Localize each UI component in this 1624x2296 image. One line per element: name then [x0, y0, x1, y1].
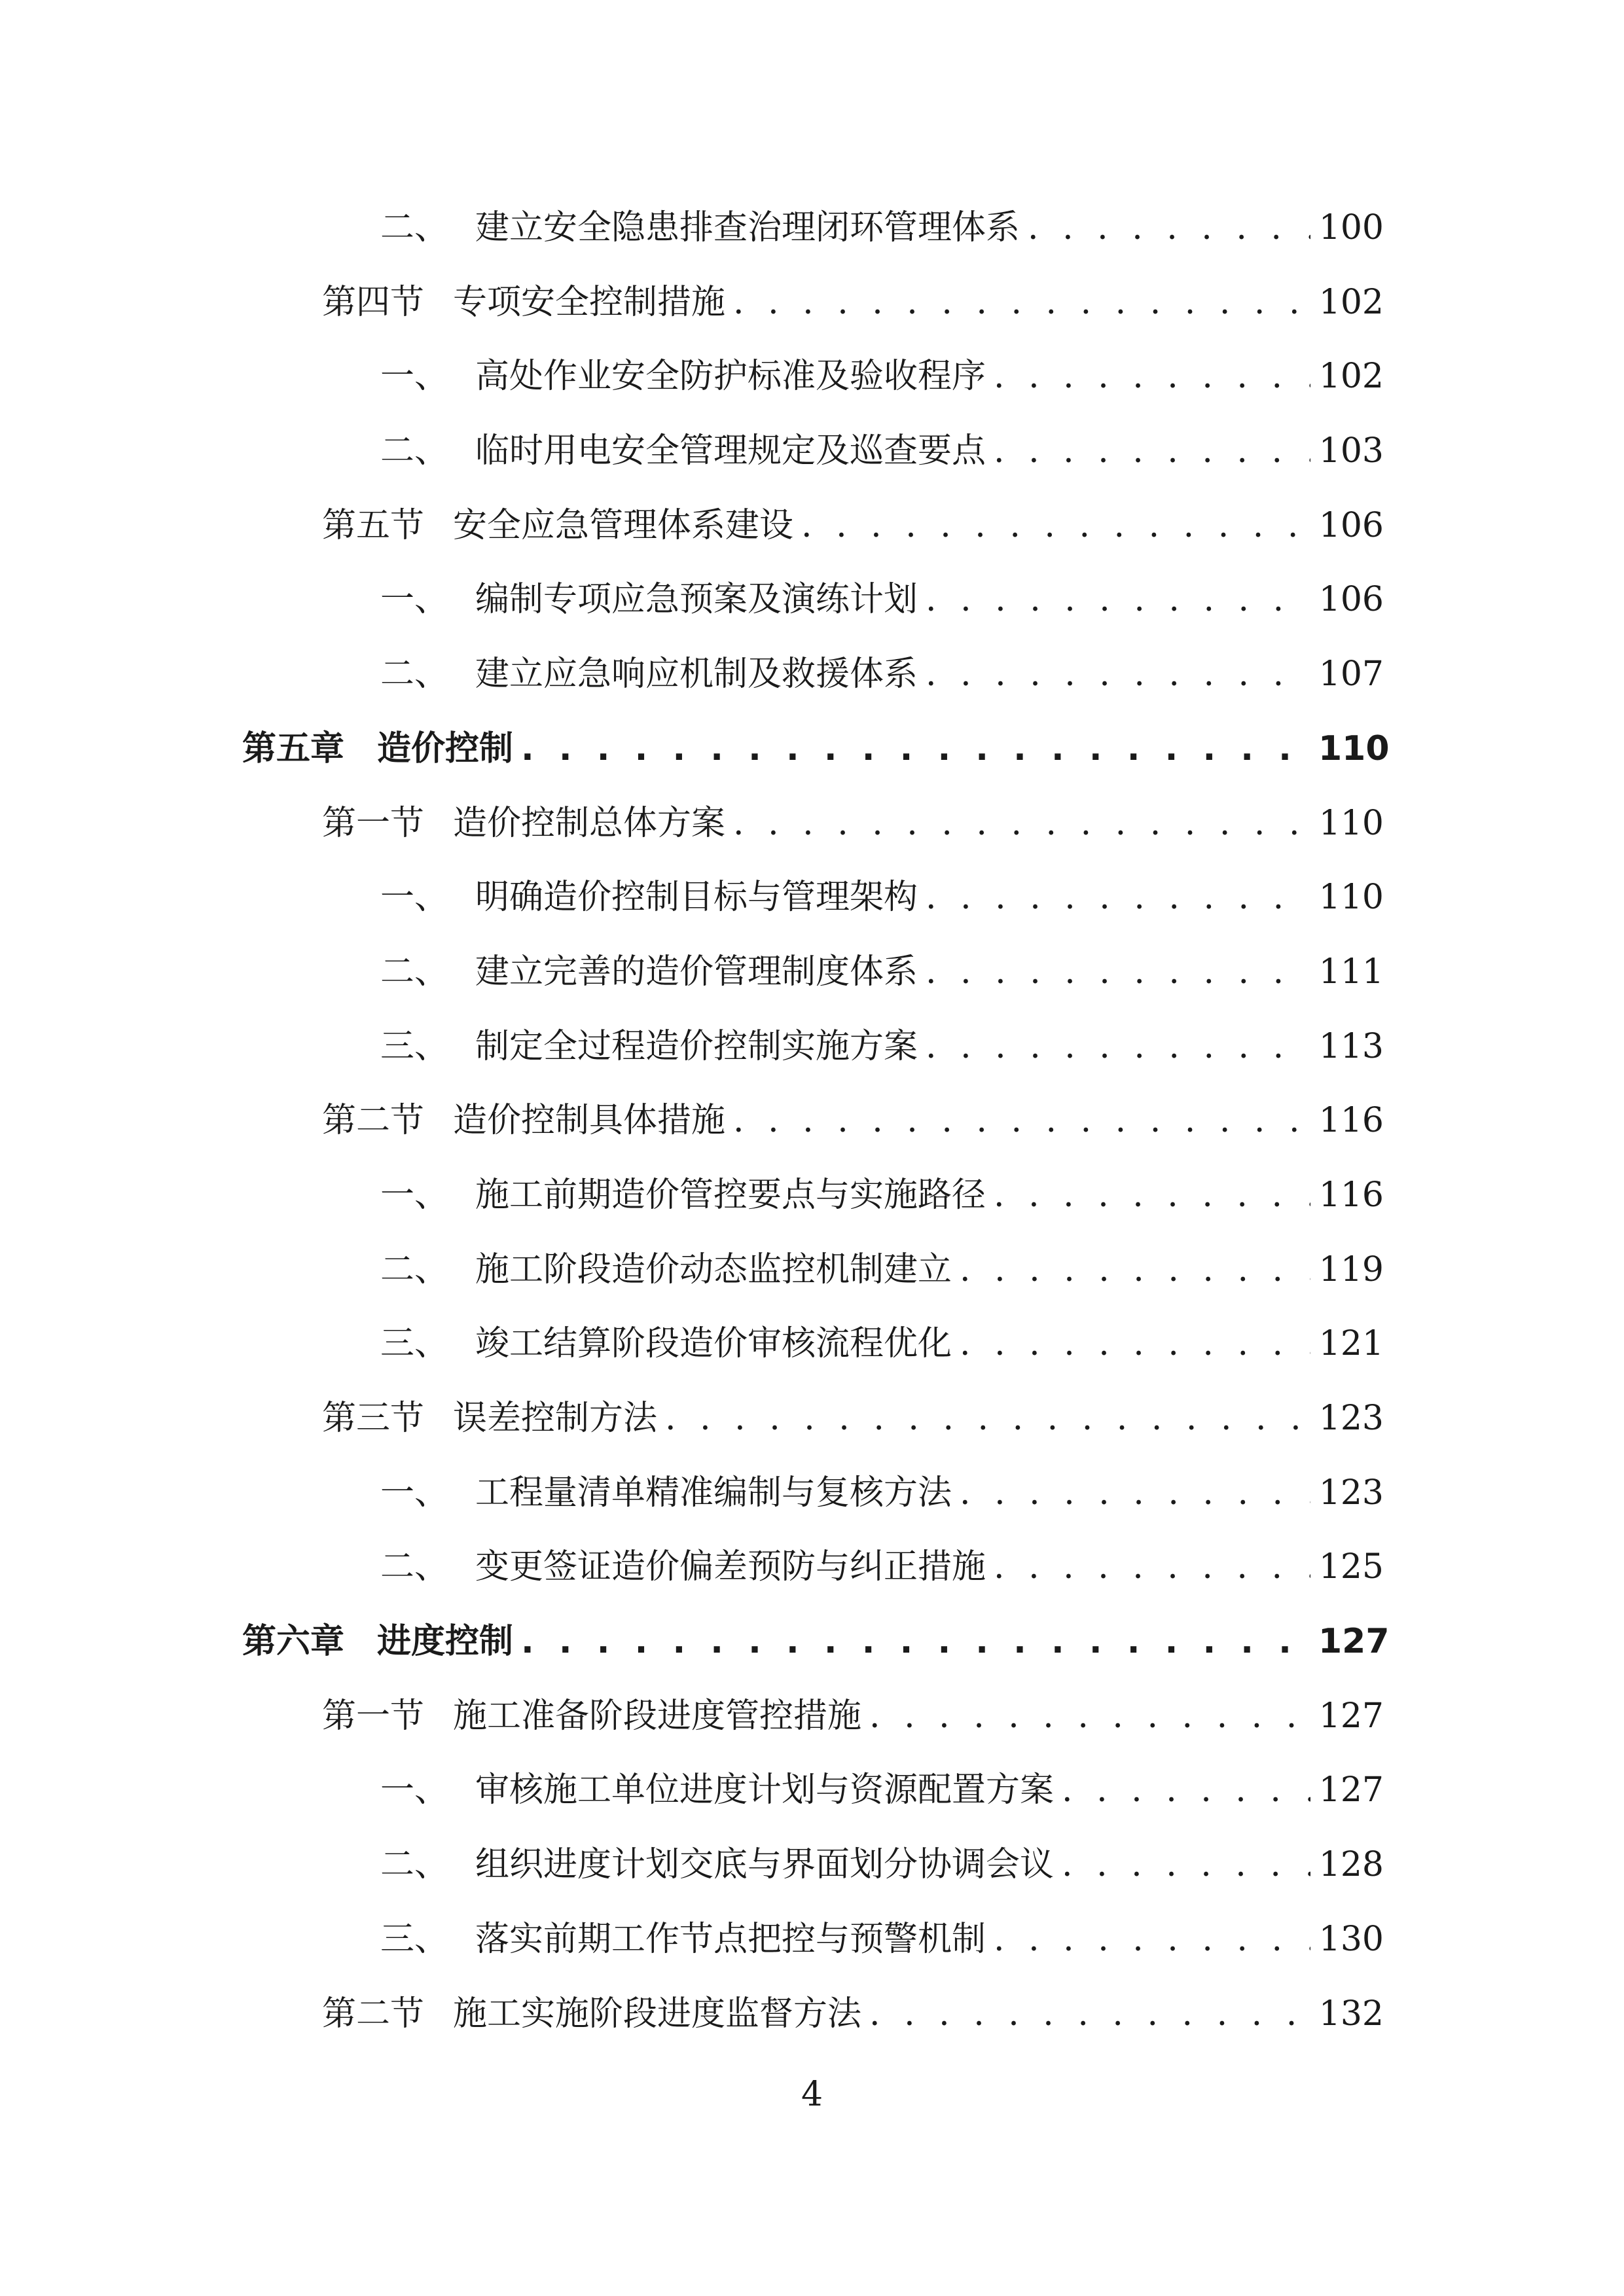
toc-entry-title: 建立应急响应机制及救援体系: [475, 655, 918, 694]
toc-entry-title: 施工前期造价管控要点与实施路径: [475, 1175, 986, 1215]
toc-entry-title: 组织进度计划交底与界面划分协调会议: [475, 1845, 1055, 1885]
toc-entry[interactable]: [242, 935, 1384, 1010]
toc-entry-title: 误差控制方法: [453, 1399, 658, 1438]
toc-entry-page: 111: [1318, 952, 1384, 992]
toc-entry[interactable]: [242, 637, 1384, 712]
toc-dot-leader: [926, 861, 1310, 935]
toc-dot-leader: [733, 266, 1310, 340]
toc-entry-title: 造价控制具体措施: [453, 1101, 726, 1141]
toc-entry-page: 119: [1318, 1249, 1384, 1289]
toc-entry[interactable]: [242, 340, 1384, 414]
toc-chapter-entry[interactable]: [242, 712, 1390, 787]
toc-entry-number: 第三节: [322, 1399, 425, 1438]
toc-dot-leader: [926, 637, 1310, 712]
toc-entry[interactable]: [242, 563, 1384, 637]
toc-dot-leader: [960, 1307, 1310, 1382]
toc-entry-number: 一、: [380, 580, 449, 620]
toc-entry-title: 建立安全隐患排查治理闭环管理体系: [475, 208, 1020, 247]
toc-dot-leader: [960, 1456, 1310, 1531]
toc-entry-number: 二、: [380, 1845, 449, 1885]
toc-entry-title: 安全应急管理体系建设: [453, 505, 794, 545]
toc-entry-title: 制定全过程造价控制实施方案: [475, 1026, 918, 1066]
toc-entry-page: 100: [1318, 208, 1384, 247]
toc-dot-leader: [733, 1084, 1310, 1158]
toc-entry-number: 一、: [380, 357, 449, 397]
toc-entry-page: 102: [1318, 357, 1384, 397]
toc-entry[interactable]: [242, 191, 1384, 266]
toc-entry-title: 竣工结算阶段造价审核流程优化: [475, 1324, 952, 1364]
toc-entry-title: 进度控制: [377, 1622, 514, 1662]
toc-entry-number: 二、: [380, 1249, 449, 1289]
toc-entry-number: 二、: [380, 431, 449, 471]
toc-entry-title: 工程量清单精准编制与复核方法: [475, 1473, 952, 1513]
toc-entry[interactable]: [242, 1010, 1384, 1085]
toc-entry-number: 三、: [380, 1026, 449, 1066]
toc-entry-page: 103: [1318, 431, 1384, 471]
toc-entry-number: 第二节: [322, 1994, 425, 2034]
toc-entry-number: 第五章: [242, 728, 345, 768]
toc-entry[interactable]: [242, 787, 1384, 861]
table-of-contents: [242, 191, 1390, 2051]
toc-entry-title: 临时用电安全管理规定及巡查要点: [475, 431, 986, 471]
toc-entry-page: 127: [1318, 1622, 1390, 1662]
toc-entry[interactable]: [242, 1233, 1384, 1308]
toc-dot-leader: [994, 340, 1310, 414]
toc-entry-title: 专项安全控制措施: [453, 282, 726, 322]
toc-entry-title: 施工准备阶段进度管控措施: [453, 1696, 862, 1736]
toc-entry-title: 造价控制: [377, 728, 514, 768]
toc-dot-leader: [1028, 191, 1310, 266]
toc-entry-page: 132: [1318, 1994, 1384, 2034]
toc-entry-title: 施工阶段造价动态监控机制建立: [475, 1249, 952, 1289]
toc-entry-number: 一、: [380, 1770, 449, 1810]
toc-dot-leader: [521, 712, 1310, 787]
toc-dot-leader: [801, 489, 1310, 564]
toc-entry[interactable]: [242, 1679, 1384, 1754]
toc-entry-title: 落实前期工作节点把控与预警机制: [475, 1919, 986, 1959]
toc-entry-title: 明确造价控制目标与管理架构: [475, 878, 918, 918]
toc-entry-number: 第四节: [322, 282, 425, 322]
toc-entry-page: 116: [1318, 1101, 1384, 1141]
toc-entry-number: 一、: [380, 878, 449, 918]
toc-entry-page: 127: [1318, 1696, 1384, 1736]
toc-dot-leader: [994, 1158, 1310, 1233]
toc-entry[interactable]: [242, 489, 1384, 564]
toc-entry-title: 建立完善的造价管理制度体系: [475, 952, 918, 992]
toc-entry[interactable]: [242, 1456, 1384, 1531]
toc-dot-leader: [1062, 1753, 1310, 1828]
toc-entry[interactable]: [242, 1307, 1384, 1382]
toc-dot-leader: [869, 1977, 1310, 2052]
toc-entry-page: 121: [1318, 1324, 1384, 1364]
toc-entry-number: 一、: [380, 1175, 449, 1215]
toc-dot-leader: [869, 1679, 1310, 1754]
toc-dot-leader: [521, 1605, 1310, 1679]
toc-entry-page: 123: [1318, 1399, 1384, 1438]
toc-entry-number: 第一节: [322, 803, 425, 843]
toc-entry-number: 二、: [380, 655, 449, 694]
toc-dot-leader: [733, 787, 1310, 861]
toc-entry-page: 113: [1318, 1026, 1384, 1066]
toc-entry[interactable]: [242, 414, 1384, 489]
toc-entry-number: 第六章: [242, 1622, 345, 1662]
toc-entry-page: 106: [1318, 580, 1384, 620]
page-number: 4: [801, 2075, 823, 2114]
toc-dot-leader: [994, 1530, 1310, 1605]
toc-entry-page: 102: [1318, 282, 1384, 322]
toc-entry-title: 高处作业安全防护标准及验收程序: [475, 357, 986, 397]
toc-entry-number: 三、: [380, 1324, 449, 1364]
toc-entry-page: 130: [1318, 1919, 1384, 1959]
toc-entry-number: 二、: [380, 952, 449, 992]
toc-entry[interactable]: [242, 1530, 1384, 1605]
toc-entry-page: 128: [1318, 1845, 1384, 1885]
toc-entry-page: 110: [1318, 728, 1390, 768]
toc-entry[interactable]: [242, 266, 1384, 340]
toc-entry-page: 127: [1318, 1770, 1384, 1810]
toc-entry-page: 125: [1318, 1547, 1384, 1587]
toc-entry-page: 107: [1318, 655, 1384, 694]
toc-entry-page: 106: [1318, 505, 1384, 545]
toc-entry[interactable]: [242, 861, 1384, 935]
toc-dot-leader: [926, 1010, 1310, 1085]
toc-entry-number: 第二节: [322, 1101, 425, 1141]
toc-entry-number: 一、: [380, 1473, 449, 1513]
toc-chapter-entry[interactable]: [242, 1605, 1390, 1679]
toc-entry-number: 二、: [380, 1547, 449, 1587]
toc-entry-page: 123: [1318, 1473, 1384, 1513]
toc-entry[interactable]: [242, 1753, 1384, 1828]
toc-entry-page: 110: [1318, 803, 1384, 843]
toc-entry-number: 二、: [380, 208, 449, 247]
toc-dot-leader: [926, 563, 1310, 637]
toc-entry[interactable]: [242, 1828, 1384, 1903]
toc-entry-number: 第一节: [322, 1696, 425, 1736]
toc-dot-leader: [926, 935, 1310, 1010]
toc-dot-leader: [994, 414, 1310, 489]
toc-entry-number: 第五节: [322, 505, 425, 545]
toc-entry[interactable]: [242, 1084, 1384, 1158]
toc-entry[interactable]: [242, 1382, 1384, 1456]
toc-dot-leader: [1062, 1828, 1310, 1903]
toc-entry-title: 变更签证造价偏差预防与纠正措施: [475, 1547, 986, 1587]
toc-dot-leader: [665, 1382, 1310, 1456]
toc-dot-leader: [960, 1233, 1310, 1308]
toc-entry-title: 审核施工单位进度计划与资源配置方案: [475, 1770, 1055, 1810]
toc-entry-title: 编制专项应急预案及演练计划: [475, 580, 918, 620]
toc-entry[interactable]: [242, 1903, 1384, 1977]
toc-dot-leader: [994, 1903, 1310, 1977]
toc-entry-title: 造价控制总体方案: [453, 803, 726, 843]
toc-entry-page: 116: [1318, 1175, 1384, 1215]
toc-entry-page: 110: [1318, 878, 1384, 918]
toc-entry[interactable]: [242, 1158, 1384, 1233]
toc-entry-number: 三、: [380, 1919, 449, 1959]
toc-entry[interactable]: [242, 1977, 1384, 2052]
toc-entry-title: 施工实施阶段进度监督方法: [453, 1994, 862, 2034]
